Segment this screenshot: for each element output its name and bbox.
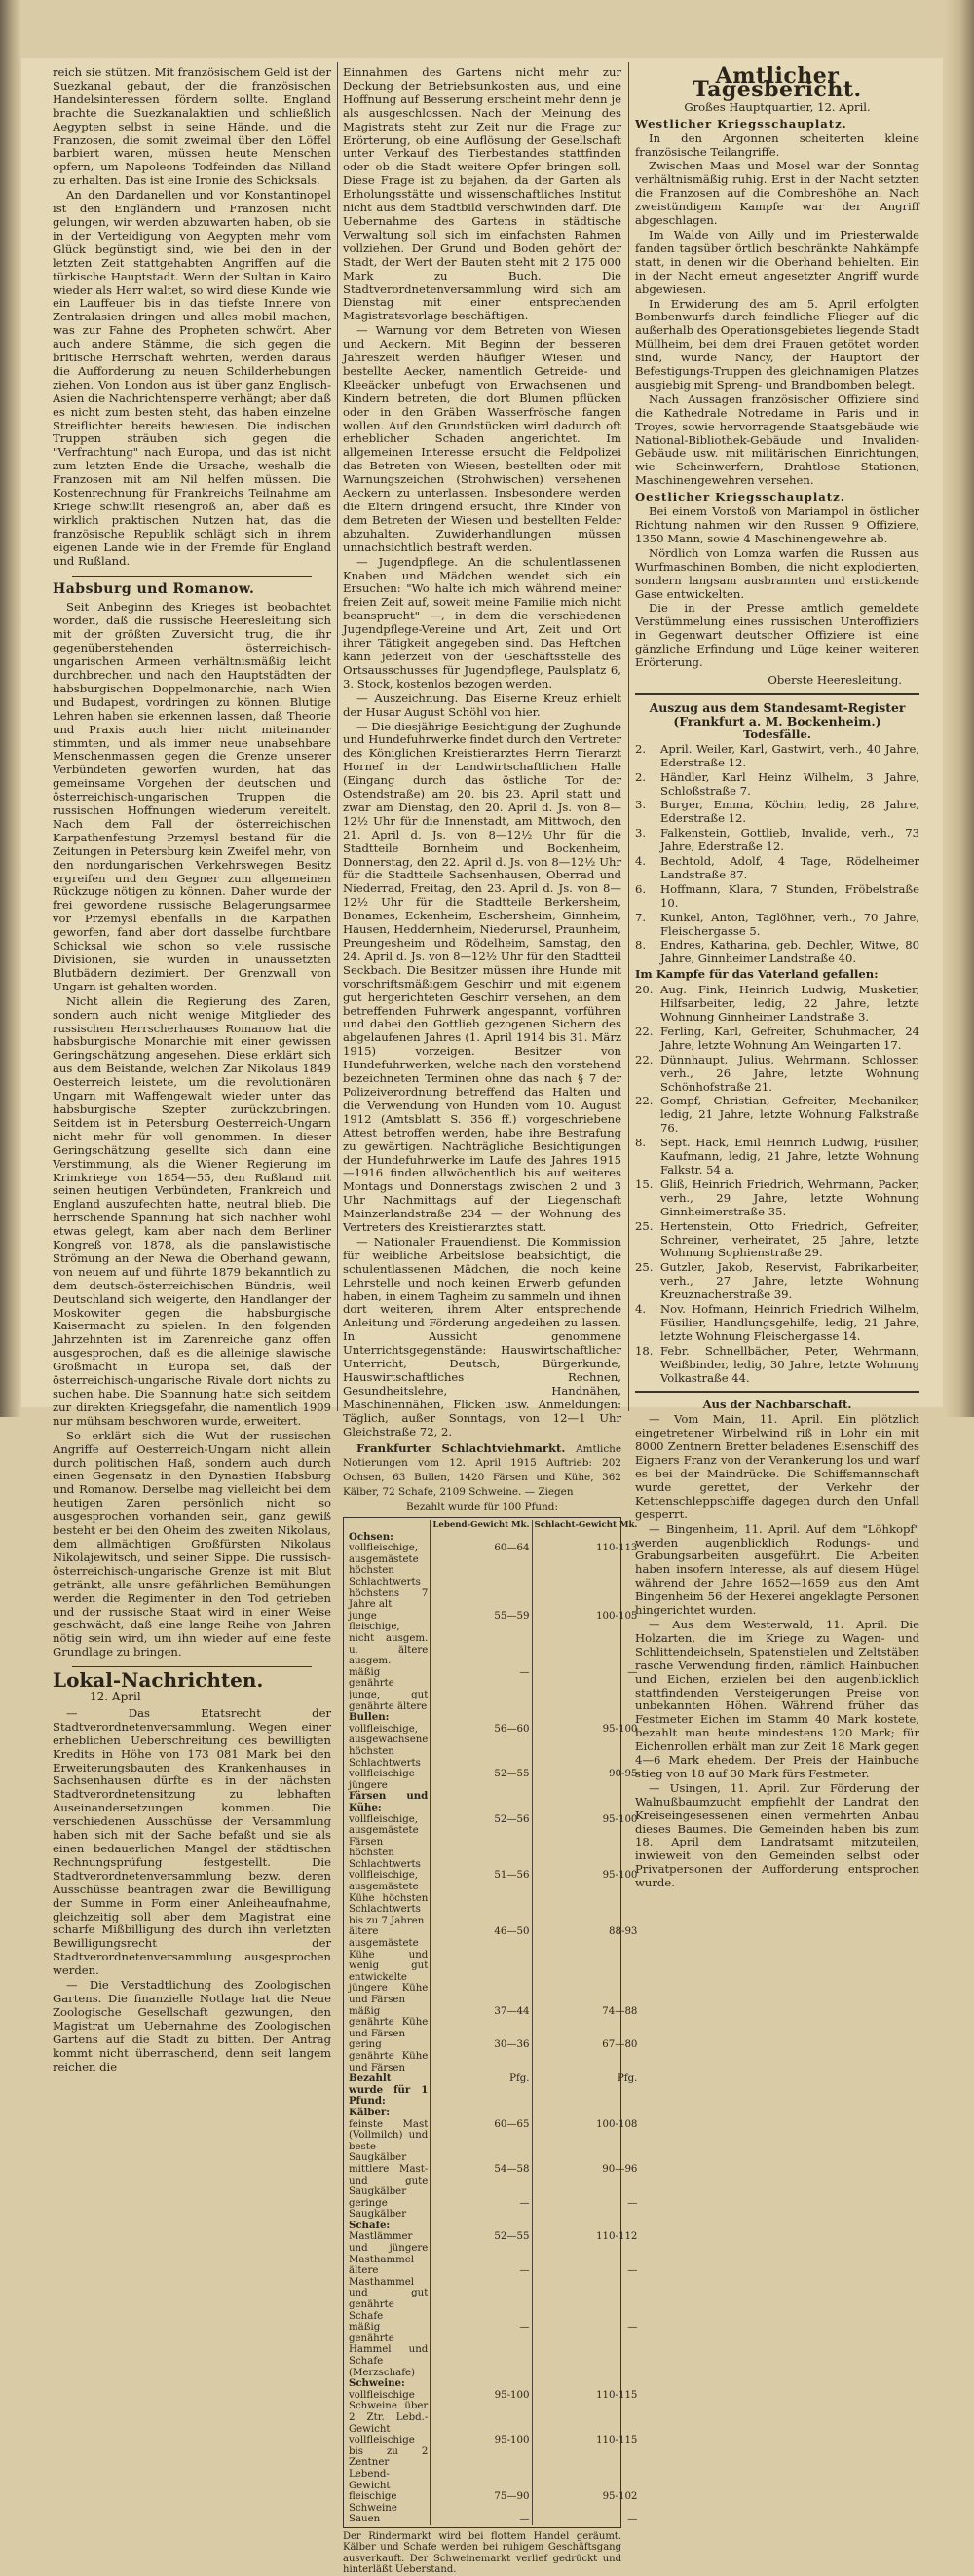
death-entry-text: Bechtold, Adolf, 4 Tage, Rödelheimer Landstraße 87. bbox=[660, 854, 919, 881]
death-entry bbox=[635, 771, 919, 799]
price-slaughter-weight: — bbox=[532, 2514, 639, 2525]
price-live-weight: 60—65 bbox=[431, 2119, 532, 2164]
price-table-box bbox=[343, 1517, 638, 2528]
price-slaughter-weight: 100-108 bbox=[532, 2119, 639, 2164]
price-live-weight bbox=[431, 1532, 532, 1544]
fallen-entry bbox=[635, 1026, 919, 1053]
price-slaughter-weight bbox=[532, 2378, 639, 2390]
price-row bbox=[347, 1814, 639, 1871]
column-1 bbox=[53, 65, 331, 2073]
price-slaughter-weight: 110-115 bbox=[532, 2390, 639, 2435]
death-entry-number: 7. bbox=[635, 910, 647, 924]
price-slaughter-weight: 110-112 bbox=[532, 2231, 639, 2265]
price-live-weight: 46—50 bbox=[431, 1926, 532, 2005]
price-row bbox=[347, 1532, 639, 1544]
price-row bbox=[347, 2221, 639, 2232]
price-row bbox=[347, 2198, 639, 2221]
price-row-label: geringe Saugkälber bbox=[349, 2197, 407, 2221]
death-entry-text: Hoffmann, Klara, 7 Stunden, Fröbelstraße 10. bbox=[660, 881, 919, 910]
price-row bbox=[347, 2322, 639, 2378]
price-row-label: mäßig genährte Hammel und Schafe (Merzschafe) bbox=[349, 2322, 429, 2378]
page-left-edge bbox=[0, 0, 21, 1417]
price-row bbox=[347, 1724, 639, 1769]
divider bbox=[635, 693, 919, 695]
price-slaughter-weight: — bbox=[532, 2265, 639, 2322]
report-paragraph: Bei einem Vorstoß von Mariampol in östlicher Richtung nahmen wir den Russen 9 Offiziere, 1350 Mann, sowie 4 Maschinengewehre ab. bbox=[635, 504, 919, 545]
article-paragraph: So erklärt sich die Wut der russischen Angriffe auf Oesterreich-Ungarn nicht allein durch politischen Haß, sondern auch durch einen Gegensatz in den Dynastien Habsburg und Romanow. Derselbe mag vielleicht bei dem heutigen Zaren persönlich nicht so ausgesprochen vorhanden sein, ganz gewiß besteht er bei den Oheim des zweiten Nikolaus, dem allmächtigen Großfürsten Nikolaus Nikolajewitsch, und seiner Sippe. Die russisch-österreichisch-ungarische Grenze ist mit Blut getränkt, alle unsre gefährlichen Bemühungen werden die Regimenter in den Tod getrieben und der russische Staat wird in einer Weise geschwächt, daß eine lange Reihe von Jahren nötig sein wird, um ihn wieder auf eine feste Grundlage zu bringen. bbox=[53, 1428, 331, 1660]
price-row-label: feinste Mast (Vollmilch) und beste Saugkälber bbox=[349, 2118, 429, 2164]
article-paragraph: — Die Verstadtlichung des Zoologischen Gartens. Die finanzielle Notlage hat die Neue Zoologische Gesellschaft gezwungen, den Magistrat um Uebernahme des Zoologischen Gartens auf die Stadt zu bitten. Der Antrag kommt nicht überraschend, denn seit langem reichen die bbox=[53, 1978, 331, 2073]
fallen-entry bbox=[635, 1261, 919, 1302]
price-live-weight: 60—64 bbox=[431, 1543, 532, 1611]
fallen-entry bbox=[635, 1137, 919, 1177]
fallen-entry-text: Gliß, Heinrich Friedrich, Wehrmann, Packer, verh., 29 Jahre, letzte Wohnung Ginnheimerstraße 35. bbox=[660, 1176, 919, 1218]
fallen-entry-number: 15. bbox=[635, 1176, 654, 1191]
article-paragraph: — Die diesjährige Besichtigung der Zughunde und Hundefuhrwerke findet durch den Vertreter des Königlichen Kreistierarztes Herrn Tierarzt Hornef in der Landwirtschaftlichen Halle (Eingang durch das östliche Tor der Ostendstraße) am 20. bis 23. April statt und zwar am Dienstag, den 20. April d. Js. von 8—12½ Uhr für die Innenstadt, am Mittwoch, den 21. April d. Js. von 8—12½ Uhr für die Stadtteile Bornheim und Bockenheim, Donnerstag, den 22. April d. Js. von 8—12½ Uhr für die Stadtteile Sachsenhausen, Oberrad und Niederrad, Freitag, den 23. April d. Js. von 8—12½ Uhr für die Stadtteile Berkersheim, Bonames, Eckenheim, Eschersheim, Ginnheim, Hausen, Heddernheim, Niederursel, Praunheim, Preungesheim und Rödelheim, Samstag, den 24. April d. Js. von 8—12½ Uhr für den Stadtteil Seckbach. Die Besitzer müssen ihre Hunde mit vorschriftsmäßigem Geschirr und mit eigenem gut hergerichteten Geschirr versehen, an dem betreffenden Fuhrwerk angespannt, vorführen und dabei den Gottlieb gezogenen Sichern des abgelaufenen Jahres (1. April 1914 bis 31. März 1915) vorzeigen. Besitzer von Hundefuhrwerken, welche nach den vorstehend bezeichneten Terminen ohne das nach § 7 der Polizeiverordnung betreffend das Halten und die Verwendung von Hunden vom 10. August 1912 (Amtsblatt S. 356 ff.) vorgeschriebene Attest betroffen werden, habe ihre Bestrafung zu gewärtigen. Nachträgliche Besichtigungen der Hundefuhrwerke im Laufe des Jahres 1915—1916 finden allwöchentlich bis auf weiteres Montags und Donnerstags zwischen 2 und 3 Uhr Nachmittags auf der Liegenschaft Mainzerlandstraße 234 — der Wohnung des Vertreters des Kreistierarztes statt. bbox=[343, 719, 621, 1235]
report-paragraph: Zwischen Maas und Mosel war der Sonntag verhältnismäßig ruhig. Erst in der Nacht setzten die Franzosen auf die Combreshöhe an. Nach zweistündigem Kampfe war der Angriff abgeschlagen. bbox=[635, 159, 919, 228]
death-entry-number: 8. bbox=[635, 938, 647, 952]
death-entry bbox=[635, 827, 919, 854]
price-live-weight: 52—55 bbox=[431, 2231, 532, 2265]
fallen-entry-text: Aug. Fink, Heinrich Ludwig, Musketier, Hilfsarbeiter, ledig, 22 Jahre, letzte Wohnung Ginnheimer Landstraße 3. bbox=[660, 983, 919, 1024]
price-rows bbox=[347, 1532, 639, 2525]
report-paragraph: Nach Aussagen französischer Offiziere sind die Kathedrale Notredame in Paris und in Troyes, sowie hervorragende Staatsgebäude wie National-Bibliothek-Gebäude und Invaliden-Gebäude usw. mit militärischen Einrichtungen, wie Scheinwerfern, Drahtlose Stationen, Maschinengewehren versehen. bbox=[635, 392, 919, 488]
price-row-label: Sauen bbox=[349, 2514, 381, 2525]
price-live-weight: 52—55 bbox=[431, 1769, 532, 1791]
signature-line: Oberste Heeresleitung. bbox=[768, 672, 902, 687]
fallen-entry bbox=[635, 1345, 919, 1386]
price-row bbox=[347, 2006, 639, 2040]
fallen-entry-text: Nov. Hofmann, Heinrich Friedrich Wilhelm, Füsilier, Handlungsgehilfe, ledig, 21 Jahre, letzte Wohnung Fleischergasse 14. bbox=[660, 1302, 919, 1343]
article-heading: Habsburg und Romanow. bbox=[53, 580, 255, 597]
price-live-weight: 75—90 bbox=[431, 2491, 532, 2514]
price-row bbox=[347, 2265, 639, 2322]
fallen-entry-number: 22. bbox=[635, 1024, 654, 1038]
price-live-weight: 51—56 bbox=[431, 1870, 532, 1926]
column-3 bbox=[635, 63, 919, 1890]
market-report bbox=[343, 1442, 621, 1501]
price-slaughter-weight: 95-100 bbox=[532, 1724, 639, 1769]
price-row-label: Schafe: bbox=[349, 2219, 391, 2231]
price-row bbox=[347, 2514, 639, 2525]
price-live-weight: 56—60 bbox=[431, 1724, 532, 1769]
price-row-label: mäßig genährte junge, gut genährte ältere bbox=[349, 1666, 429, 1712]
report-paragraph: In Erwiderung des am 5. April erfolgten Bombenwurfs durch feindliche Flieger auf die außerhalb des Operationsgebietes liegende Stadt Müllheim, bei dem drei Frauen getötet worden sind, wurde Nancy, der Hauptort der Befestigungs-Truppen des gleichnamigen Platzes ausgiebig mit Spreng- und Brandbomben belegt. bbox=[635, 296, 919, 392]
death-entry-text: Burger, Emma, Köchin, ledig, 28 Jahre, Ederstraße 12. bbox=[660, 798, 919, 826]
article-paragraph: An den Dardanellen und vor Konstantinopel ist den Engländern und Franzosen nicht gelungen, wir werden abzuwarten haben, ob sie in der Verteidigung von Aegypten mehr vom Glück begünstigt sind, wie bei den in der letzten Zeit stattgehabten Angriffen auf die türkische Hauptstadt. Wenn der Sultan in Kairo wieder als Herr waltet, so wird diese Kunde wie ein Lauffeuer bis in das tiefste Innere von Zentralasien dringen und alles mobil machen, was zur Fahne des Propheten schwört. Aber auch andere Stämme, die sich gegen die britische Herrschaft wehrten, werden daraus die Aufforderung zu neuen Schilderhebungen ziehen. Von London aus ist über ganz Englisch-Asien die Nachrichtensperre verhängt; aber daß es nicht zum besten steht, das haben einzelne Streiflichter bereits bewiesen. Die indischen Truppen sträuben sich gegen die "Verfrachtung" nach Europa, und das ist nicht zum letzten Ende die Ursache, weshalb die Franzosen mit am Nil helfen müssen. Die Kostenrechnung für Frankreichs Teilnahme am Kriege schwillt riesengroß an, aber daß es wirklich praktischen Nutzen hat, das die französische Republik schlägt sich in ihrem eigenen Lande wie in der Fremde für England und Rußland. bbox=[53, 188, 331, 568]
report-paragraph: Nördlich von Lomza warfen die Russen aus Wurfmaschinen Bomben, die nicht explodierten, sondern langsam ausbrannten und erstickende Gase entwickelten. bbox=[635, 545, 919, 601]
price-row bbox=[347, 1926, 639, 2005]
death-entry-text: April. Weiler, Karl, Gastwirt, verh., 40 Jahre, Ederstraße 12. bbox=[660, 741, 919, 769]
price-live-weight: 95-100 bbox=[431, 2390, 532, 2435]
price-row bbox=[347, 1769, 639, 1791]
death-entry bbox=[635, 912, 919, 939]
price-row-label: Kälber: bbox=[349, 2106, 391, 2118]
price-row bbox=[347, 1667, 639, 1712]
price-slaughter-weight: 100-105 bbox=[532, 1611, 639, 1667]
price-row bbox=[347, 2435, 639, 2491]
news-paragraph: — Usingen, 11. April. Zur Förderung der Walnußbaumzucht empfiehlt der Landrat den Kreiseingesessenen einen vermehrten Anbau dieses Baumes. Die Gemeinden haben bis zum 18. April dem Landratsamt mitzuteilen, inwieweit von den Gemeinden selbst oder Privatpersonen der Aufforderung entsprochen wurde. bbox=[635, 1780, 919, 1890]
price-row-label: fleischige Schweine bbox=[349, 2491, 397, 2514]
report-title: Amtlicher Tagesbericht. bbox=[693, 63, 862, 102]
section-title: Lokal-Nachrichten. bbox=[53, 1668, 264, 1693]
fallen-label: Im Kampfe für das Vaterland gefallen: bbox=[635, 967, 879, 982]
death-entry-text: Händler, Karl Heinz Wilhelm, 3 Jahre, Schloßstraße 7. bbox=[660, 769, 919, 798]
register-heading: Auszug aus dem Standesamt-Register (Frankfurt a. M. Bockenheim.) bbox=[649, 699, 906, 728]
death-entry-number: 3. bbox=[635, 826, 647, 840]
price-slaughter-weight: 74—88 bbox=[532, 2006, 639, 2040]
price-live-weight: 55—59 bbox=[431, 1611, 532, 1667]
column-header-live-weight: Lebend-Gewicht Mk. bbox=[431, 1520, 532, 1532]
price-row-label: vollfleischige jüngere bbox=[349, 1769, 415, 1791]
death-entry-text: Endres, Katharina, geb. Dechler, Witwe, 80 Jahre, Ginnheimer Landstraße 40. bbox=[660, 938, 919, 966]
price-slaughter-weight: 95-100 bbox=[532, 1814, 639, 1871]
death-entry bbox=[635, 855, 919, 882]
price-live-weight: 52—56 bbox=[431, 1814, 532, 1871]
price-slaughter-weight: — bbox=[532, 2322, 639, 2378]
death-entry-text: Falkenstein, Gottlieb, Invalide, verh., 73 Jahre, Ederstraße 12. bbox=[660, 826, 919, 854]
fallen-entry-number: 8. bbox=[635, 1136, 647, 1150]
market-note: Der Rindermarkt wird bei flottem Handel geräumt. Kälber und Schafe werden bei ruhigem Geschäftsgang ausverkauft. Der Schweinemarkt verlief gedrückt und hinterläßt Ueberstand. bbox=[343, 2530, 621, 2576]
price-row bbox=[347, 1543, 639, 1611]
fallen-entry-number: 4. bbox=[635, 1302, 647, 1317]
price-row-label: vollfleischige Schweine über 2 Ztr. Lebd.-Gewicht bbox=[349, 2389, 429, 2435]
price-row bbox=[347, 2231, 639, 2265]
price-slaughter-weight: 88-93 bbox=[532, 1926, 639, 2005]
price-live-weight: Pfg. bbox=[431, 2073, 532, 2108]
report-paragraph: Im Walde von Ailly und im Priesterwalde fanden tagsüber örtlich beschränkte Nahkämpfe statt, in denen wir die Oberhand behielten. Ein in der Nacht erneut angesetzter Angriff wurde abgewiesen. bbox=[635, 227, 919, 296]
fallen-entry-text: Gompf, Christian, Gefreiter, Mechaniker, ledig, 21 Jahre, letzte Wohnung Falkstraße 76. bbox=[660, 1094, 919, 1136]
price-row-label: vollfleischige, ausgemästete Färsen höchsten Schlachtwerts bbox=[349, 1813, 421, 1870]
price-live-weight: 37—44 bbox=[431, 2006, 532, 2040]
fallen-entry-number: 18. bbox=[635, 1343, 654, 1358]
price-slaughter-weight: 95-102 bbox=[532, 2491, 639, 2514]
article-paragraph: — Nationaler Frauendienst. Die Kommission für weibliche Arbeitslose beabsichtigt, die schulentlassenen Mädchen, die noch keine Lehrstelle und noch keinen Erwerb gefunden haben, in einem Tagheim zu sammeln und ihnen dort weiteren, ihrem Alter entsprechende Anleitung und Förderung angedeihen zu lassen. In Aussicht genommene Unterrichtsgegenstände: Hauswirtschaftlicher Unterricht, Deutsch, Bürgerkunde, Hauswirtschaftliches Rechnen, Gesundheitslehre, Handnähen, Maschinennähen, Flicken usw. Anmeldungen: Täglich, außer Sonntags, von 12—1 Uhr Gleichstraße 72, 2. bbox=[343, 1234, 621, 1438]
neighborhood-heading: Aus der Nachbarschaft. bbox=[702, 1398, 852, 1412]
article-paragraph: — Das Etatsrecht der Stadtverordnetenversammlung. Wegen einer erheblichen Ueberschreitung des bewilligten Kredits in Höhe von 173 081 Mark bei den Erweiterungsbauten des Krankenhauses in Sachsenhausen dürfte es in der nächsten Stadtverordnetensitzung zu lebhaften Auseinandersetzungen kommen. Die verschiedenen Ausschüsse der Versammlung haben sich mit der Sache befaßt und sie als einen bedauerlichen Mangel der städtischen Rechnungsprüfung festgestellt. Die Stadtverordnetenversammlung bezw. deren Ausschüsse beantragen zwar die Bewilligung der Summe in Form einer Anleiheaufnahme, gleichzeitig soll aber dem Magistrat eine scharfe Mißbilligung des durch ihn verletzten Bewilligungsrecht der Stadtverordnetenversammlung ausgesprochen werden. bbox=[53, 1705, 331, 1978]
price-slaughter-weight bbox=[532, 2108, 639, 2119]
fallen-entry-text: Dünnhaupt, Julius, Wehrmann, Schlosser, verh., 26 Jahre, letzte Wohnung Schönhofstraße 21. bbox=[660, 1052, 919, 1094]
page-right-edge bbox=[945, 0, 974, 1417]
price-row-label: Bezahlt wurde für 1 Pfund: bbox=[349, 2072, 429, 2108]
fallen-entry-text: Hertenstein, Otto Friedrich, Gefreiter, Schreiner, verheiratet, 25 Jahre, letzte Wohnung Sophienstraße 29. bbox=[660, 1218, 919, 1260]
price-table-header bbox=[347, 1520, 639, 1532]
price-live-weight: 54—58 bbox=[431, 2164, 532, 2198]
price-slaughter-weight: Pfg. bbox=[532, 2073, 639, 2108]
price-row bbox=[347, 2378, 639, 2390]
fallen-entry bbox=[635, 1054, 919, 1095]
price-row-label: ältere Masthammel und gut genährte Schafe bbox=[349, 2265, 429, 2322]
price-slaughter-weight bbox=[532, 2221, 639, 2232]
price-live-weight: — bbox=[431, 2514, 532, 2525]
death-entry-number: 2. bbox=[635, 741, 647, 756]
price-slaughter-weight: 110-113 bbox=[532, 1543, 639, 1611]
price-live-weight: 30—36 bbox=[431, 2039, 532, 2073]
price-live-weight: — bbox=[431, 1667, 532, 1712]
eastern-front-label: Oestlicher Kriegsschauplatz. bbox=[635, 490, 845, 504]
price-row-label: Färsen und Kühe: bbox=[349, 1790, 429, 1813]
death-entry bbox=[635, 799, 919, 826]
price-live-weight: 95-100 bbox=[431, 2435, 532, 2491]
price-row-label: Ochsen: bbox=[349, 1530, 393, 1543]
price-row bbox=[347, 2164, 639, 2198]
price-row bbox=[347, 2390, 639, 2435]
dateline: 12. April bbox=[90, 1690, 141, 1704]
headquarters-line: Großes Hauptquartier, 12. April. bbox=[684, 99, 871, 114]
article-paragraph: Einnahmen des Gartens nicht mehr zur Deckung der Betriebsunkosten aus, und eine Hoffnung auf Besserung erscheint mehr denn je als ausgeschlossen. Nach der Meinung des Magistrats steht zur Zeit nur die Frage zur Erörterung, ob eine Auflösung der Gesellschaft unter Verkauf des Tierbestandes stattfinden oder ob die Stadt weitere Opfer bringen soll. Diese Frage ist zu bejahen, da der Garten als Erholungsstätte und wissenschaftliches Institut nicht aus dem Stadtbild verschwinden darf. Die Uebernahme des Gartens in städtische Verwaltung soll sich im einfachsten Rahmen vollziehen. Der Grund und Boden gehört der Stadt, der Wert der Bauten steht mit 2 175 000 Mark zu Buch. Die Stadtverordnetenversammlung wird sich am Dienstag mit einer entsprechenden Magistratsvorlage beschäftigen. bbox=[343, 65, 621, 323]
price-slaughter-weight: 90-95 bbox=[532, 1769, 639, 1791]
price-row-label: ältere ausgemästete Kühe und wenig gut entwickelte jüngere Kühe und Färsen bbox=[349, 1926, 429, 2005]
price-row-label: Bullen: bbox=[349, 1711, 390, 1724]
price-slaughter-weight bbox=[532, 1532, 639, 1544]
fallen-entry-text: Ferling, Karl, Gefreiter, Schuhmacher, 24 Jahre, letzte Wohnung Am Weingarten 17. bbox=[660, 1024, 919, 1052]
price-live-weight: — bbox=[431, 2265, 532, 2322]
fallen-entry-number: 22. bbox=[635, 1094, 654, 1108]
market-intro: Amtliche Notierungen vom 12. April 1915 Auftrieb: 202 Ochsen, 63 Bullen, 1420 Färsen und Kühe, 362 Kälber, 72 Schafe, 2109 Schweine. — Ziegen bbox=[343, 1442, 621, 1499]
article-paragraph: — Jugendpflege. An die schulentlassenen Knaben und Mädchen wendet sich ein Ersuchen: "Wo halte ich mich während meiner freien Zeit auf, soweit meine Familie mich nicht beansprucht" —, in dem die verschiedenen Jugendpflege-Vereine und Art, Zeit und Ort ihrer Tätigkeit angegeben sind. Das Heftchen kann jederzeit von der Geschäftsstelle des Ortsausschusses für Jugendpflege, Paulsplatz 6, 3. Stock, kostenlos bezogen werden. bbox=[343, 554, 621, 691]
price-slaughter-weight: — bbox=[532, 1667, 639, 1712]
price-live-weight bbox=[431, 2378, 532, 2390]
price-live-weight: — bbox=[431, 2198, 532, 2221]
price-row bbox=[347, 1870, 639, 1926]
fallen-entry-text: Sept. Hack, Emil Heinrich Ludwig, Füsilier, Kaufmann, ledig, 21 Jahre, letzte Wohnung Falkstr. 54 a. bbox=[660, 1136, 919, 1176]
price-slaughter-weight: 90—96 bbox=[532, 2164, 639, 2198]
price-row bbox=[347, 2119, 639, 2164]
price-live-weight bbox=[431, 2108, 532, 2119]
price-slaughter-weight: 110-115 bbox=[532, 2435, 639, 2491]
price-live-weight: — bbox=[431, 2322, 532, 2378]
column-rule-2 bbox=[628, 62, 629, 1411]
price-row-label: mittlere Mast- und gute Saugkälber bbox=[349, 2163, 429, 2198]
price-row-label: Schweine: bbox=[349, 2377, 405, 2390]
price-row-label: gering genährte Kühe und Färsen bbox=[349, 2039, 429, 2073]
price-row-label: vollfleischige, ausgemästete höchsten Schlachtwerts höchstens 7 Jahre alt bbox=[349, 1543, 429, 1611]
deaths-label: Todesfälle. bbox=[743, 727, 811, 741]
fallen-entry-number: 25. bbox=[635, 1218, 654, 1233]
death-entry-number: 4. bbox=[635, 854, 647, 869]
western-front-label: Westlicher Kriegsschauplatz. bbox=[635, 116, 847, 131]
price-row-label: vollfleischige, ausgewachsene höchsten Schlachtwerts bbox=[349, 1723, 429, 1769]
price-live-weight bbox=[431, 1712, 532, 1724]
fallen-list bbox=[635, 984, 919, 1385]
price-row-label: junge fleischige, nicht ausgem. u. ältere ausgem. bbox=[349, 1610, 429, 1667]
fallen-entry bbox=[635, 984, 919, 1025]
death-entry-text: Kunkel, Anton, Taglöhner, verh., 70 Jahre, Fleischergasse 5. bbox=[660, 910, 919, 938]
price-row-label: vollfleischige, ausgemästete Kühe höchsten Schlachtwerts bis zu 7 Jahren bbox=[349, 1870, 429, 1926]
article-paragraph: — Warnung vor dem Betreten von Wiesen und Aeckern. Mit Beginn der besseren Jahreszeit werden häufiger Wiesen und bestellte Aecker, namentlich Getreide- und Kleeäcker unbefugt von Erwachsenen und Kindern betreten, die dort Blumen pflücken oder in den Gräben Wasserfrösche fangen wollen. Auf den Grundstücken wird dadurch oft erheblicher Schaden angerichtet. Im allgemeinen Interesse ersucht die Feldpolizei das Betreten von Wiesen, bestellten oder mit Warnungszeichen (Strohwischen) versehenen Aeckern zu unterlassen. Insbesondere werden die Eltern dringend ersucht, ihre Kinder von dem Betreten der Wiesen und bestellten Felder abzuhalten. Zuwiderhandlungen müssen unnachsichtlich bestraft werden. bbox=[343, 323, 621, 554]
price-row-label: Mastlämmer und jüngere Masthammel bbox=[349, 2231, 429, 2265]
death-entry-number: 6. bbox=[635, 881, 647, 896]
fallen-entry bbox=[635, 1303, 919, 1344]
death-entry-number: 2. bbox=[635, 769, 647, 784]
price-table bbox=[347, 1520, 639, 2525]
price-slaughter-weight bbox=[532, 1712, 639, 1724]
price-live-weight bbox=[431, 2221, 532, 2232]
price-row bbox=[347, 2491, 639, 2514]
column-rule-1 bbox=[337, 62, 338, 1411]
fallen-entry bbox=[635, 1178, 919, 1219]
market-heading: Frankfurter Schlachtviehmarkt. bbox=[356, 1440, 566, 1455]
report-paragraph: In den Argonnen scheiterten kleine französische Teilangriffe. bbox=[635, 131, 919, 159]
news-paragraph: — Vom Main, 11. April. Ein plötzlich eingetretener Wirbelwind riß in Lohr ein mit 8000 Zentnern Bretter beladenes Eisenschiff des Eigners Franz von der Verankerung los und warf es bei der Maindrücke. Die Schiffsmannschaft wurde gerettet, der Verkehr der Kettenschleppschiffe dagegen durch den Unfall gesperrt. bbox=[635, 1412, 919, 1521]
fallen-entry-text: Gutzler, Jakob, Reservist, Fabrikarbeiter, verh., 27 Jahre, letzte Wohnung Kreuznacherstraße 39. bbox=[660, 1260, 919, 1302]
article-paragraph: Seit Anbeginn des Krieges ist beobachtet worden, daß die russische Heeresleitung sich mit der größten Zuversicht trug, die ihr gegenüberstehenden österreichisch-ungarischen Armeen verhältnismäßig leicht durchbrechen und nach den Hauptstädten der habsburgischen Doppelmonarchie, nach Wien und Budapest, vordringen zu können. Blutige Lehren haben sie erkennen lassen, daß Theorie und Praxis auch hier nicht miteinander stimmten, und als immer neue unabsehbare Menschenmassen gegen die Grenze unserer Verbündeten geworfen wurden, hat das gemeinsame Vorgehen der deutschen und österreichisch-ungarischen Truppen die russischen Hoffnungen wiederum vereitelt. Nach dem Fall der österreichischen Karpathenfestung Przemysl bestand für die Zeitungen in Petersburg kein Zweifel mehr, von den nordungarischen Verkehrswegen Besitz ergreifen und den Gegner zum allgemeinen Rückzuge nötigen zu können. Daher wurde der frei gewordene russische Belagerungsarmee vor Przemysl ebenfalls in die Karpathen geworfen, fand aber dort dasselbe furchtbare Schicksal wie schon so viele russische Divisionen, sie wurden in unaussetzten Blutbädern dezimiert. Der Grenzwall von Ungarn ist gehalten worden. bbox=[53, 600, 331, 993]
price-row bbox=[347, 2108, 639, 2119]
fallen-entry bbox=[635, 1220, 919, 1261]
price-row-label: vollfleischige bis zu 2 Zentner Lebend-Gewicht bbox=[349, 2435, 429, 2491]
article-paragraph: — Auszeichnung. Das Eiserne Kreuz erhielt der Husar August Schöhl von hier. bbox=[343, 691, 621, 719]
price-slaughter-weight: 67—80 bbox=[532, 2039, 639, 2073]
fallen-entry-number: 20. bbox=[635, 983, 654, 997]
divider bbox=[72, 576, 312, 577]
price-slaughter-weight: — bbox=[532, 2198, 639, 2221]
price-slaughter-weight: 95-100 bbox=[532, 1870, 639, 1926]
price-row-label: mäßig genährte Kühe und Färsen bbox=[349, 2005, 429, 2039]
divider bbox=[635, 1391, 919, 1393]
death-entry-number: 3. bbox=[635, 798, 647, 812]
death-entry bbox=[635, 883, 919, 911]
divider bbox=[72, 1666, 312, 1667]
market-subheading: Bezahlt wurde für 100 Pfund: bbox=[406, 1501, 558, 1513]
fallen-entry-number: 22. bbox=[635, 1052, 654, 1066]
fallen-entry-text: Febr. Schnellbächer, Peter, Wehrmann, Weißbinder, ledig, 30 Jahre, letzte Wohnung Volkastraße 44. bbox=[660, 1343, 919, 1385]
price-slaughter-weight bbox=[532, 1791, 639, 1813]
price-row bbox=[347, 2039, 639, 2073]
deaths-list bbox=[635, 743, 919, 967]
price-row bbox=[347, 1712, 639, 1724]
price-row bbox=[347, 1611, 639, 1667]
fallen-entry bbox=[635, 1095, 919, 1136]
price-live-weight bbox=[431, 1791, 532, 1813]
death-entry bbox=[635, 939, 919, 966]
article-paragraph: reich sie stützen. Mit französischem Geld ist der Suezkanal gebaut, der die französischen Handelsinteressen fördern sollte. England brachte die Suezkanalaktien und schließlich Aegypten selbst in seine Hände, und die Franzosen, die somit zweimal über den Löffel barbiert waren, müssen heute Menschen opfern, um Napoleons Todfeinden das Nilland zu erhalten. Das ist eine Ironie des Schicksals. bbox=[53, 65, 331, 188]
death-entry bbox=[635, 743, 919, 770]
article-paragraph: Nicht allein die Regierung des Zaren, sondern auch nicht wenige Mitglieder des russischen Herrscherhauses Romanow hat die habsburgische Monarchie mit einer gewissen Geringschätzung angesehen. Diese erklärt sich aus dem Beistande, welchen Zar Nikolaus 1849 Oesterreich leistete, um die revolutionären Ungarn mit Waffengewalt wieder unter das habsburgische Szepter zurückzubringen. Seitdem ist in Petersburg Oesterreich-Ungarn nicht mehr für voll genommen. In dieser Geringschätzung gesellte sich dann eine Verstimmung, als die Wiener Regierung im Krimkriege von 1854—55, den Rußland mit seinen heutigen Verbündeten, Frankreich und England auszufechten hatte, neutral blieb. Die herrschende Spannung hat sich nachher wohl etwas gelegt, kam aber nach dem Berliner Kongreß von 1878, als die panslawistische Strömung an der Newa die Oberhand gewann, von neuem auf und führte 1879 bekanntlich zu dem deutsch-österreichischen Bündnis, weil Deutschland sich weigerte, den Handlanger der Moskowiter gegen die habsburgische Kaisermacht zu spielen. In den folgenden Jahrzehnten ist im Zarenreiche ganz offen ausgesprochen, daß es die alleinige slawische Großmacht in Europa sei, daß der österreichisch-ungarische Rivale dort nichts zu suchen habe. Die Spannung hatte sich seitdem zur direkten Kriegsgefahr, die namentlich 1909 nur mühsam beschworen wurde, erweitert. bbox=[53, 993, 331, 1428]
column-2 bbox=[343, 65, 638, 2576]
column-header-slaughter-weight: Schlacht-Gewicht Mk. bbox=[532, 1520, 639, 1532]
price-row bbox=[347, 1791, 639, 1813]
report-paragraph: Die in der Presse amtlich gemeldete Verstümmelung eines russischen Unteroffiziers in Gegenwart deutscher Offiziere ist eine gänzliche Erfindung und Lüge keiner weiteren Erörterung. bbox=[635, 601, 919, 670]
price-row bbox=[347, 2073, 639, 2108]
section-header bbox=[53, 1668, 331, 1704]
news-paragraph: — Bingenheim, 11. April. Auf dem "Löhkopf" werden augenblicklich Rodungs- und Grabungsarbeiten ausgeführt. Die Arbeiten haben insofern Interesse, als auf diesem Hügel während der Jahre 1652—1659 aus den Amt Bingenheim 56 der Hexerei angeklagte Personen hingerichtet wurden. bbox=[635, 1521, 919, 1618]
fallen-entry-number: 25. bbox=[635, 1260, 654, 1275]
news-paragraph: — Aus dem Westerwald, 11. April. Die Holzarten, die im Kriege zu Wagen- und Schlittendeichseln, Spatenstielen und Zeltstäben rasche Verwendung finden, nämlich Hainbuchen und Eichen, erzielen bei den augenblicklich stattfindenden Versteigerungen Preise von unbekannten Höhen. Während früher das Festmeter Eichen im Stamm 40 Mark kostete, bezahlt man heute mindestens 120 Mark; für Eichenrollen erhält man zur Zeit 18 Mark gegen 4—6 Mark ehedem. Der Preis der Hainbuche stieg von 18 auf 30 Mark fürs Festmeter. bbox=[635, 1617, 919, 1780]
